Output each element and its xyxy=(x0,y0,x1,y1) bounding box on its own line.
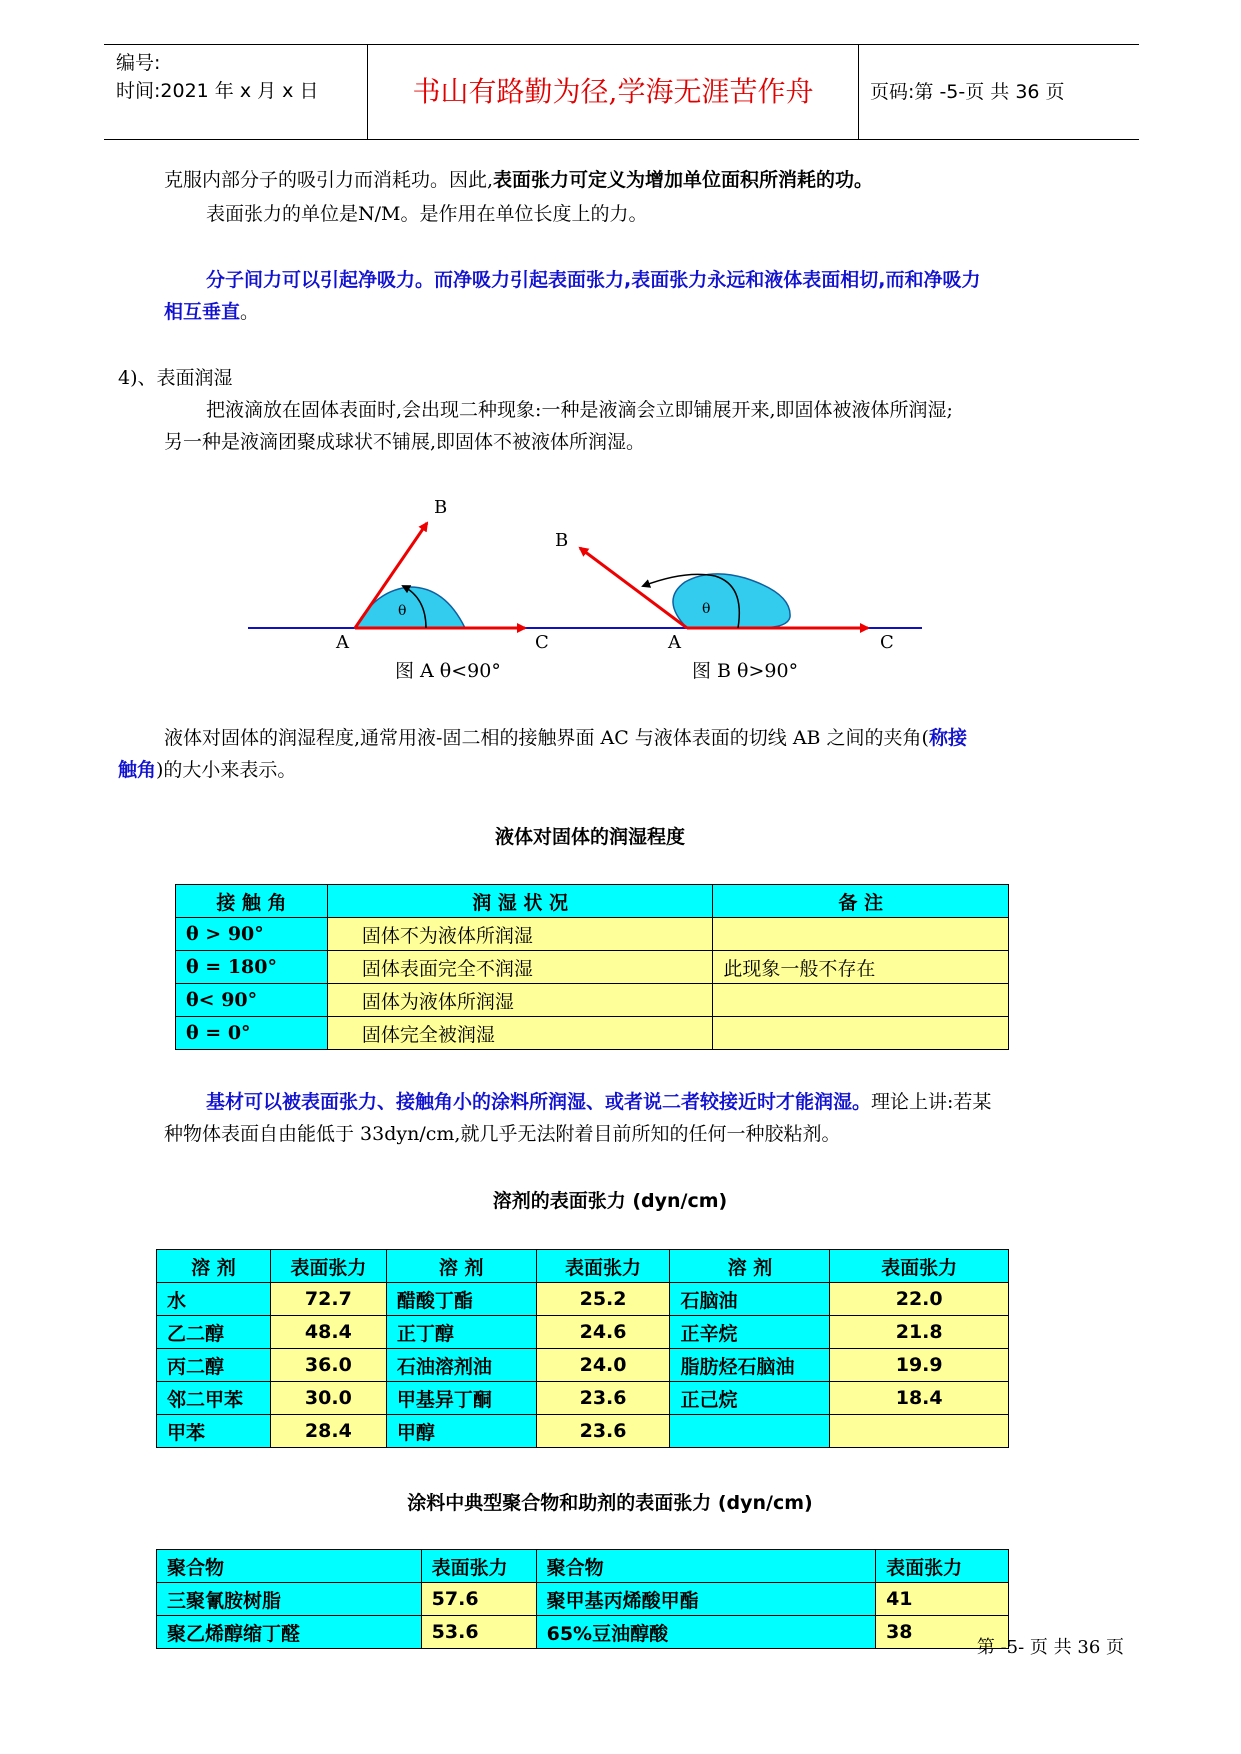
table-row xyxy=(157,1316,1009,1349)
table-row xyxy=(157,1616,1009,1649)
value-cell xyxy=(830,1415,1009,1448)
table-header-row xyxy=(157,1250,1009,1283)
state-cell: 固体不为液体所润湿 xyxy=(327,918,712,951)
note-cell xyxy=(713,1017,1009,1050)
header-cell: 溶 剂 xyxy=(670,1250,830,1283)
value-cell: 72.7 xyxy=(270,1283,386,1316)
label-a-a: A xyxy=(336,632,349,653)
value-cell: 53.6 xyxy=(421,1616,536,1649)
header-cell: 备 注 xyxy=(713,885,1009,918)
label-b-b: B xyxy=(555,530,569,551)
header-cell: 润 湿 状 况 xyxy=(327,885,712,918)
value-cell: 24.6 xyxy=(536,1316,670,1349)
header-cell: 聚合物 xyxy=(157,1550,422,1583)
table-header-row xyxy=(157,1550,1009,1583)
value-cell: 36.0 xyxy=(270,1349,386,1382)
header-cell: 表面张力 xyxy=(830,1250,1009,1283)
table-title: 涂料中典型聚合物和助剂的表面张力 (dyn/cm) xyxy=(407,1492,813,1514)
text-normal: 液体对固体的润湿程度,通常用液-固二相的接触界面 AC 与液体表面的切线 AB 之间的夹角( xyxy=(164,727,929,749)
table-row xyxy=(176,984,1009,1017)
text-normal: )的大小来表示。 xyxy=(156,759,297,781)
label-c-b: C xyxy=(880,632,894,653)
paragraph-line: 种物体表面自由能低于 33dyn/cm,就几乎无法附着目前所知的任何一种胶粘剂。 xyxy=(164,1123,841,1145)
angle-cell: θ = 180° xyxy=(176,951,328,984)
state-cell: 固体表面完全不润湿 xyxy=(327,951,712,984)
polymer-table xyxy=(156,1549,1009,1649)
header-cell: 表面张力 xyxy=(421,1550,536,1583)
value-cell: 41 xyxy=(876,1583,1009,1616)
solvent-cell: 甲醇 xyxy=(386,1415,536,1448)
solvent-cell: 甲基异丁酮 xyxy=(386,1382,536,1415)
blue-paragraph-line xyxy=(164,296,259,328)
polymer-cell: 65%豆油醇酸 xyxy=(536,1616,875,1649)
table-row xyxy=(157,1583,1009,1616)
table-row xyxy=(176,951,1009,984)
section-heading: 4)、表面润湿 xyxy=(118,367,233,389)
table-row xyxy=(176,918,1009,951)
polymer-cell: 聚甲基丙烯酸甲酯 xyxy=(536,1583,875,1616)
solvent-cell: 正丁醇 xyxy=(386,1316,536,1349)
polymer-cell: 聚乙烯醇缩丁醛 xyxy=(157,1616,422,1649)
paragraph-line xyxy=(118,754,296,786)
droplet-b xyxy=(673,574,790,628)
angle-cell: θ > 90° xyxy=(176,918,328,951)
header-meta xyxy=(116,49,318,105)
solvent-cell: 乙二醇 xyxy=(157,1316,271,1349)
text-normal: 。 xyxy=(240,301,260,323)
paragraph-line: 把液滴放在固体表面时,会出现二种现象:一种是液滴会立即铺展开来,即固体被液体所润湿; xyxy=(206,399,953,421)
value-cell: 23.6 xyxy=(536,1382,670,1415)
table-row xyxy=(157,1283,1009,1316)
angle-cell: θ = 0° xyxy=(176,1017,328,1050)
state-cell: 固体完全被润湿 xyxy=(327,1017,712,1050)
time-label: 时间:2021 年 x 月 x 日 xyxy=(116,80,319,102)
header-cell: 接 触 角 xyxy=(176,885,328,918)
solvent-cell xyxy=(670,1415,830,1448)
blue-paragraph-line: 分子间力可以引起净吸力。而净吸力引起表面张力,表面张力永远和液体表面相切,而和净吸力 xyxy=(206,269,981,291)
text-blue: 相互垂直 xyxy=(164,301,241,323)
table-header-row xyxy=(176,885,1009,918)
text-normal: 克服内部分子的吸引力而消耗功。因此, xyxy=(164,169,494,191)
header-cell: 聚合物 xyxy=(536,1550,875,1583)
paragraph-line xyxy=(164,164,873,196)
value-cell: 23.6 xyxy=(536,1415,670,1448)
solvent-cell: 邻二甲苯 xyxy=(157,1382,271,1415)
header-cell: 溶 剂 xyxy=(386,1250,536,1283)
label-c-a: C xyxy=(535,632,549,653)
table-row xyxy=(157,1415,1009,1448)
note-cell xyxy=(713,984,1009,1017)
label-theta-a: θ xyxy=(398,603,407,619)
caption-b: 图 B θ>90° xyxy=(692,660,799,682)
value-cell: 18.4 xyxy=(830,1382,1009,1415)
solvent-cell: 醋酸丁酯 xyxy=(386,1283,536,1316)
header-divider xyxy=(858,45,859,139)
text-blue: 触角 xyxy=(118,759,157,781)
table-title: 液体对固体的润湿程度 xyxy=(494,826,685,848)
text-bold: 表面张力可定义为增加单位面积所消耗的功。 xyxy=(493,169,874,191)
table-row xyxy=(176,1017,1009,1050)
note-cell: 此现象一般不存在 xyxy=(713,951,1009,984)
header-cell: 溶 剂 xyxy=(157,1250,271,1283)
paragraph-line: 另一种是液滴团聚成球状不铺展,即固体不被液体所润湿。 xyxy=(164,431,646,453)
solvent-table xyxy=(156,1249,1009,1448)
solvent-cell: 甲苯 xyxy=(157,1415,271,1448)
label-b-a: B xyxy=(434,497,448,518)
value-cell: 21.8 xyxy=(830,1316,1009,1349)
value-cell: 48.4 xyxy=(270,1316,386,1349)
value-cell: 28.4 xyxy=(270,1415,386,1448)
header-cell: 表面张力 xyxy=(876,1550,1009,1583)
angle-cell: θ< 90° xyxy=(176,984,328,1017)
solvent-cell: 水 xyxy=(157,1283,271,1316)
solvent-cell: 正己烷 xyxy=(670,1382,830,1415)
value-cell: 57.6 xyxy=(421,1583,536,1616)
text-blue: 称接 xyxy=(928,727,967,749)
note-cell xyxy=(713,918,1009,951)
header-cell: 表面张力 xyxy=(270,1250,386,1283)
droplet-a xyxy=(355,587,465,628)
page-footer: 第 -5- 页 共 36 页 xyxy=(976,1637,1124,1658)
value-cell: 38 xyxy=(876,1616,1009,1649)
table-title: 溶剂的表面张力 (dyn/cm) xyxy=(492,1190,728,1212)
solvent-cell: 石脑油 xyxy=(670,1283,830,1316)
value-cell: 19.9 xyxy=(830,1349,1009,1382)
solvent-cell: 丙二醇 xyxy=(157,1349,271,1382)
caption-a: 图 A θ<90° xyxy=(395,660,501,682)
header-motto: 书山有路勤为径,学海无涯苦作舟 xyxy=(412,75,814,108)
solvent-cell: 脂肪烃石脑油 xyxy=(670,1349,830,1382)
table-row xyxy=(157,1349,1009,1382)
polymer-cell: 三聚氰胺树脂 xyxy=(157,1583,422,1616)
table-row xyxy=(157,1382,1009,1415)
ab-line-b xyxy=(580,548,687,628)
header-cell: 表面张力 xyxy=(536,1250,670,1283)
number-label: 编号: xyxy=(116,52,161,74)
contact-angle-figure xyxy=(240,490,930,690)
wetting-table xyxy=(175,884,1009,1050)
paragraph-line xyxy=(206,1086,991,1118)
header-page-label: 页码:第 -5-页 共 36 页 xyxy=(870,81,1065,103)
page-header xyxy=(104,44,1139,140)
label-theta-b: θ xyxy=(702,601,711,617)
text-normal: 理论上讲:若某 xyxy=(871,1091,992,1113)
solvent-cell: 石油溶剂油 xyxy=(386,1349,536,1382)
value-cell: 22.0 xyxy=(830,1283,1009,1316)
paragraph-line: 表面张力的单位是N/M。是作用在单位长度上的力。 xyxy=(206,203,648,225)
value-cell: 25.2 xyxy=(536,1283,670,1316)
text-blue: 基材可以被表面张力、接触角小的涂料所润湿、或者说二者较接近时才能润湿。 xyxy=(206,1091,872,1113)
value-cell: 24.0 xyxy=(536,1349,670,1382)
state-cell: 固体为液体所润湿 xyxy=(327,984,712,1017)
label-a-b: A xyxy=(668,632,681,653)
value-cell: 30.0 xyxy=(270,1382,386,1415)
paragraph-line xyxy=(164,722,967,754)
solvent-cell: 正辛烷 xyxy=(670,1316,830,1349)
